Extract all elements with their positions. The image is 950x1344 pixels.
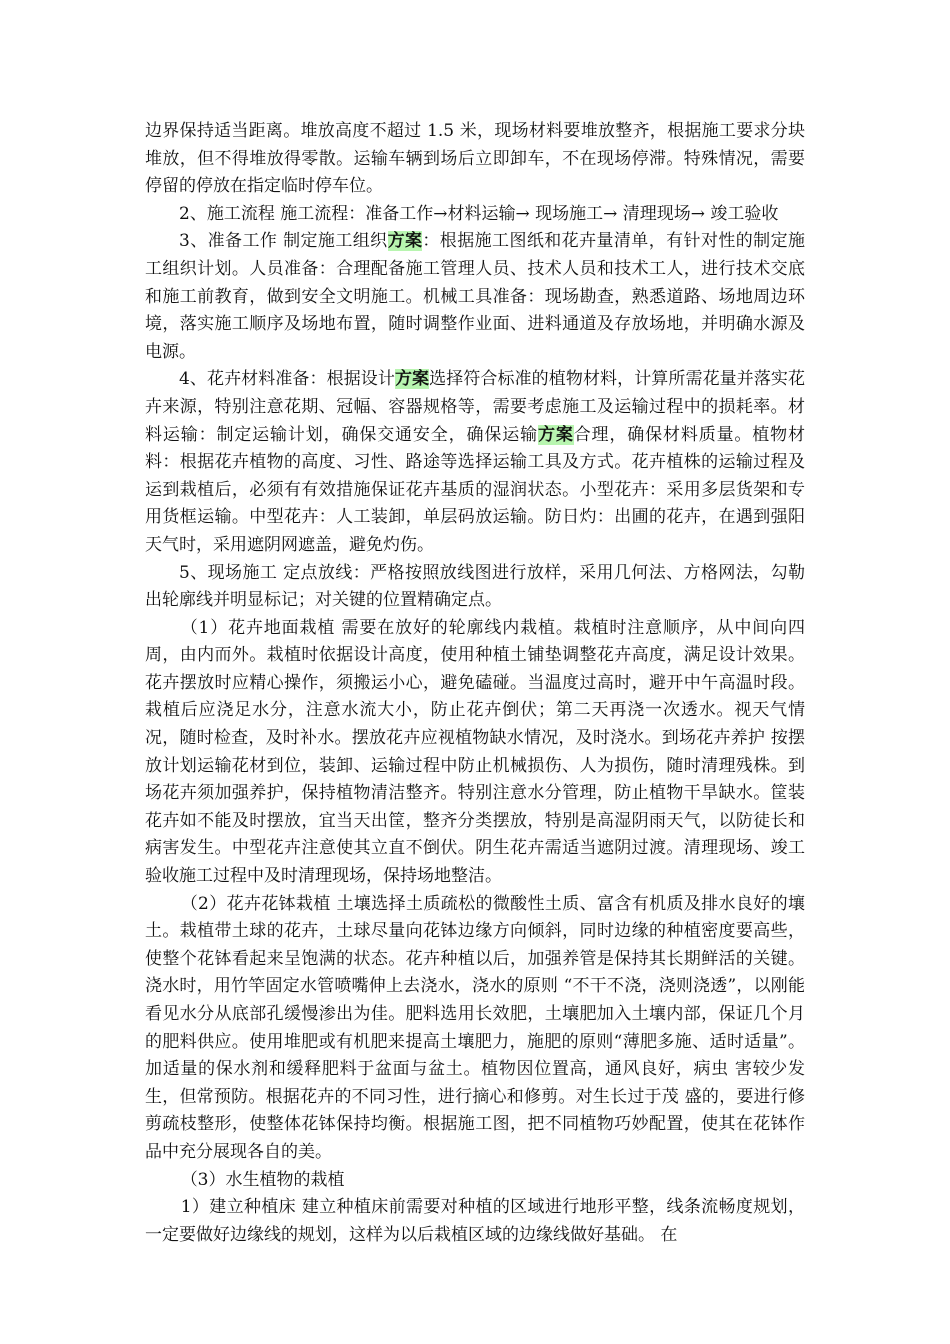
- paragraph-text: 3、准备工作 制定施工组织: [179, 231, 388, 252]
- document-page: [145, 118, 805, 1249]
- highlighted-keyword: 方案: [387, 231, 423, 252]
- paragraph-construction-flow: 2、施工流程 施工流程：准备工作→材料运输→ 现场施工→ 清理现场→ 竣工验收: [179, 203, 779, 224]
- paragraph-text: 合理，确保材料质量。植物材料：根据花卉植物的高度、习性、路途等选择运输工具及方式。花卉植株的运输过程及运到栽植后，必须有有效措施保证花卉基质的湿润状态。小型花卉：采用多层货架和专用货框运输。中型花卉：人工装卸，单层码放运输。防日灼：出圃的花卉，在遇到强阳天气时，采用遮阴网遮盖，避免灼伤。: [145, 424, 806, 555]
- paragraph-preparation: [145, 228, 805, 366]
- paragraph-planting-bed: 1）建立种植床 建立种植床前需要对种植的区域进行地形平整，线条流畅度规划，一定要做好边缘线的规划，这样为以后栽植区域的边缘线做好基础。 在: [145, 1197, 805, 1245]
- paragraph-site-construction: 5、现场施工 定点放线：严格按照放线图进行放样，采用几何法、方格网法，勾勒出轮廓线并明显标记；对关键的位置精确定点。: [145, 562, 805, 611]
- paragraph-text: ：根据施工图纸和花卉量清单，有针对性的制定施工组织计划。人员准备：合理配备施工管理人员、技术人员和技术工人，进行技术交底和施工前教育，做到安全文明施工。机械工具准备：现场勘查，熟悉道路、场地周边环境，落实施工顺序及场地布置，随时调整作业面、进料通道及存放场地，并明确水源及电源。: [145, 231, 806, 362]
- paragraph-pot-planting: （2）花卉花钵栽植 土壤选择土质疏松的微酸性土质、富含有机质及排水良好的壤土。栽植带土球的花卉，土球尽量向花钵边缘方向倾斜，同时边缘的种植密度要高些，使整个花钵看起来呈饱满的状态。花卉种植以后，加强养管是保持其长期鲜活的关键。浇水时，用竹竿固定水管喷嘴伸上去浇水，浇水的原则 “不干不浇，浇则浇透”，以刚能看见水分从底部孔缓慢渗出为佳。肥料选用长效肥，土壤肥加入土壤内部，保证几个月的肥料供应。使用堆肥或有机肥来提高土壤肥力，施肥的原则“薄肥多施、适时适量”。加适量的保水剂和缓释肥料于盆面与盆土。植物因位置高，通风良好，病虫 害较少发生，但常预防。根据花卉的不同习性，进行摘心和修剪。对生长过于茂 盛的，要进行修剪疏枝整形，使整体花钵保持均衡。根据施工图，把不同植物巧妙配置，使其在花钵作品中充分展现各自的美。: [145, 893, 805, 1162]
- paragraph-text: 4、花卉材料准备：根据设计: [179, 369, 395, 390]
- paragraph-aquatic-heading: （3）水生植物的栽植: [180, 1169, 345, 1190]
- paragraph-ground-planting: （1）花卉地面栽植 需要在放好的轮廓线内栽植。栽植时注意顺序，从中间向四周，由内而外。栽植时依据设计高度，使用种植土铺垫调整花卉高度，满足设计效果。花卉摆放时应精心操作，须搬运小心，避免磕碰。当温度过高时，避开中午高温时段。栽植后应浇足水分，注意水流大小，防止花卉倒伏；第二天再浇一次透水。视天气情况，随时检查，及时补水。摆放花卉应视植物缺水情况，及时浇水。到场花卉养护 按摆放计划运输花材到位，装卸、运输过程中防止机械损伤、人为损伤，随时清理残株。到场花卉须加强养护，保持植物清洁整齐。特别注意水分管理，防止植物干旱缺水。筐装花卉如不能及时摆放，宜当天出筐，整齐分类摆放，特别是高湿阴雨天气，以防徒长和病害发生。中型花卉注意使其立直不倒伏。阴生花卉需适当遮阴过渡。清理现场、竣工验收施工过程中及时清理现场，保持场地整洁。: [145, 617, 805, 887]
- paragraph-text: 选择符合标准的植物材料，计算所需花量并落实花卉来源，特别注意花期、冠幅、容器规格等，需要考虑施工及运输过程中的损耗率。材料运输：制定运输计划，确保交通安全，确保运输: [145, 369, 806, 445]
- highlighted-keyword: 方案: [537, 424, 574, 445]
- paragraph-continuation: 边界保持适当距离。堆放高度不超过 1.5 米，现场材料要堆放整齐，根据施工要求分块堆放，但不得堆放得零散。运输车辆到场后立即卸车，不在现场停滞。特殊情况，需要停留的停放在指定临时停车位。: [145, 121, 805, 197]
- highlighted-keyword: 方案: [394, 369, 430, 390]
- paragraph-materials: [145, 366, 805, 559]
